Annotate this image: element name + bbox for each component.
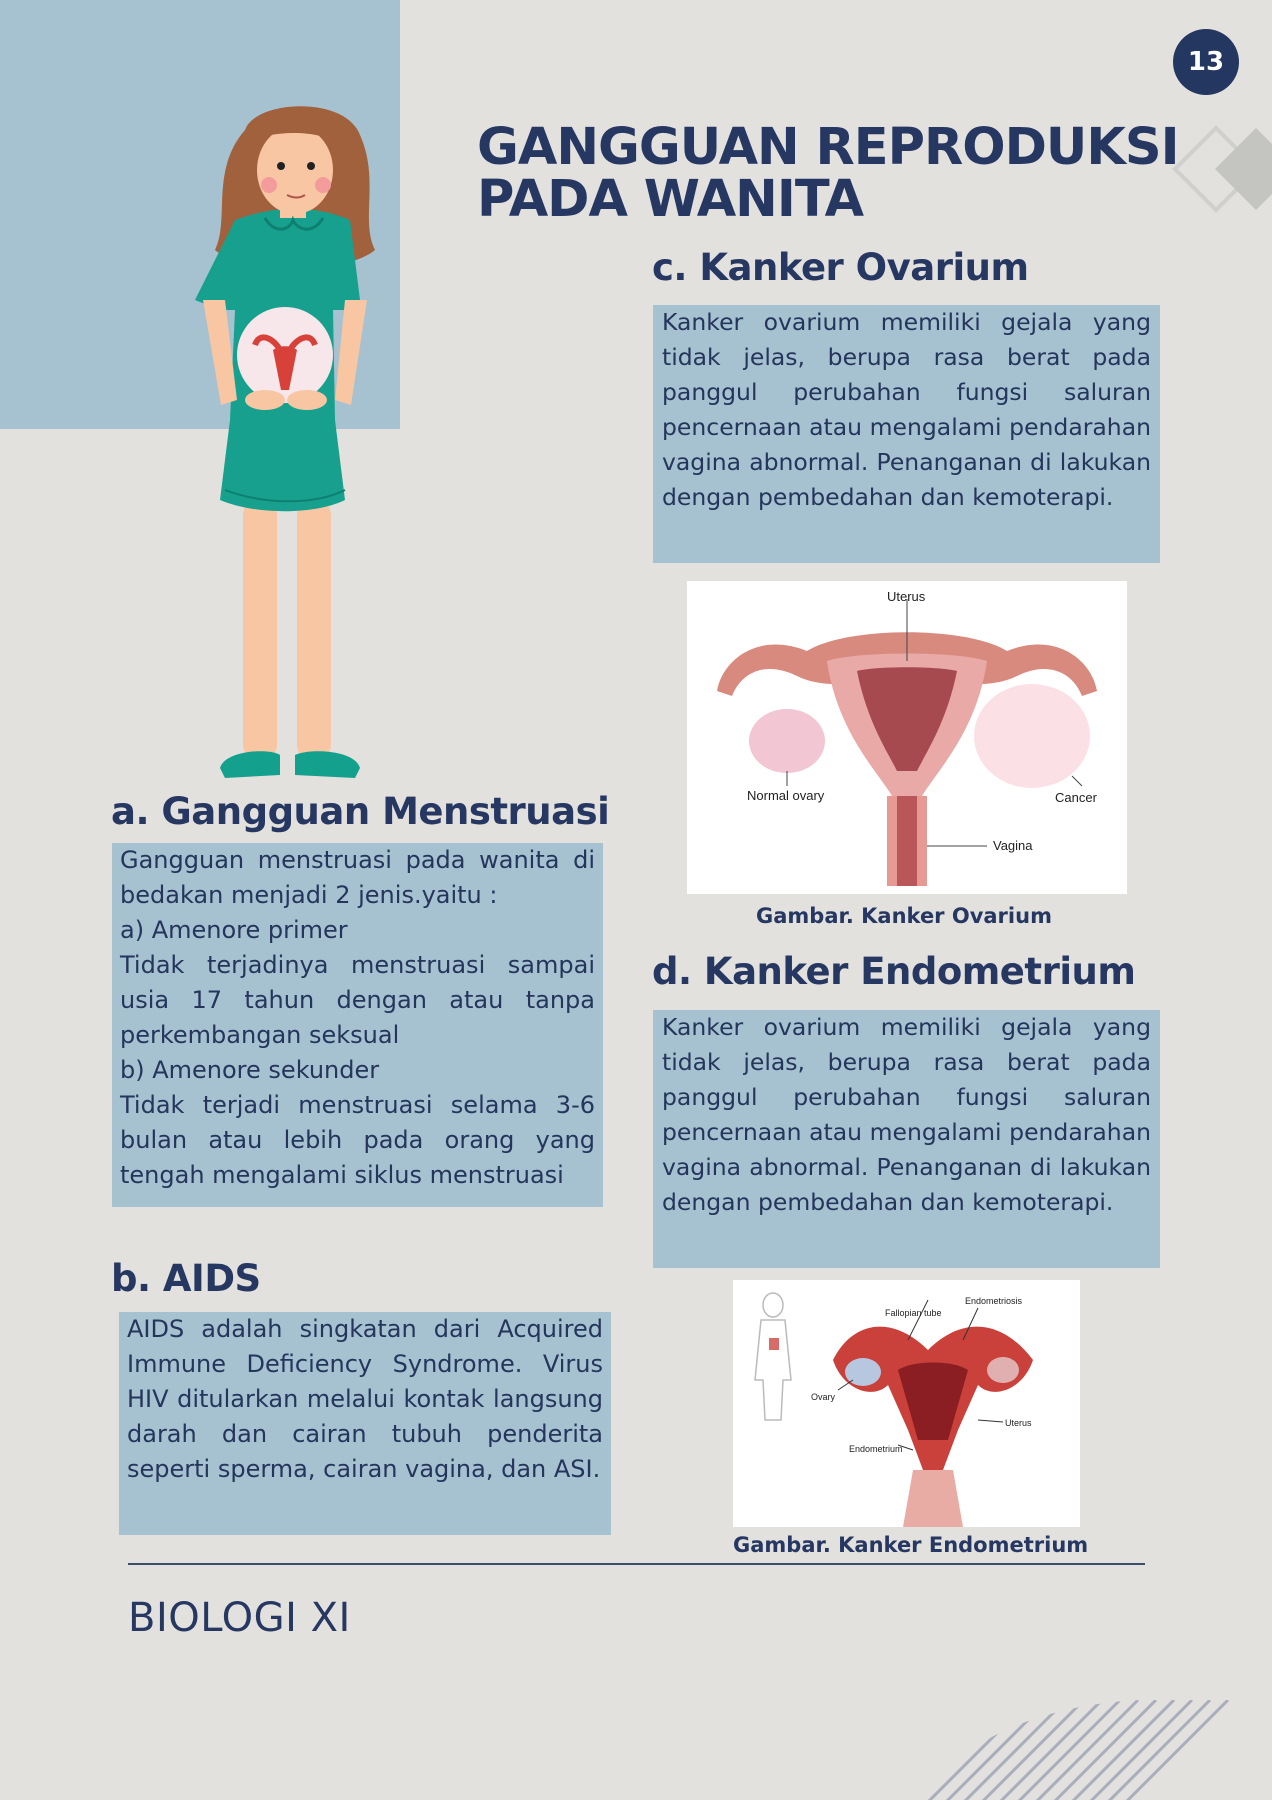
amenore-primer-text: Tidak terjadinya menstruasi sampai usia 17 tahun dengan atau tanpa perkembangan seksual xyxy=(120,951,595,1049)
label-fallopian-tube: Fallopian tube xyxy=(885,1308,942,1318)
title-line-2: PADA WANITA xyxy=(477,170,864,229)
title-line-1: GANGGUAN REPRODUKSI xyxy=(477,118,1179,177)
heading-gangguan-menstruasi: a. Gangguan Menstruasi xyxy=(111,790,610,833)
woman-illustration xyxy=(185,100,410,785)
footer-divider xyxy=(128,1563,1145,1565)
amenore-sekunder-label: b) Amenore sekunder xyxy=(120,1056,380,1084)
label-vagina: Vagina xyxy=(993,838,1033,853)
heading-aids: b. AIDS xyxy=(111,1257,261,1300)
kanker-endometrium-text: Kanker ovarium memiliki gejala yang tidak jelas, berupa rasa berat pada panggul perubahan fungsi saluran pencernaan atau mengalami pendarahan vagina abnormal. Penanganan di lakukan dengan pembedahan dan kemoterapi. xyxy=(662,1013,1151,1216)
heading-kanker-ovarium: c. Kanker Ovarium xyxy=(652,246,1029,289)
endometrial-cancer-diagram xyxy=(733,1280,1080,1527)
label-cancer: Cancer xyxy=(1055,790,1097,805)
label-endometriosis: Endometriosis xyxy=(965,1296,1023,1306)
label-normal-ovary: Normal ovary xyxy=(747,788,825,803)
kanker-ovarium-text: Kanker ovarium memiliki gejala yang tidak jelas, berupa rasa berat pada panggul perubahan fungsi saluran pencernaan atau mengalami pendarahan vagina abnormal. Penanganan di lakukan dengan pembedahan dan kemoterapi. xyxy=(662,308,1151,511)
text-box-gangguan-menstruasi xyxy=(112,843,603,1207)
text-box-aids xyxy=(119,1312,611,1535)
ovarian-cancer-diagram xyxy=(687,581,1127,894)
label-uterus: Uterus xyxy=(887,589,926,604)
text-box-kanker-ovarium xyxy=(653,305,1160,563)
diagonal-stripes-decoration xyxy=(920,1700,1230,1800)
caption-kanker-endometrium: Gambar. Kanker Endometrium xyxy=(733,1533,1089,1557)
menstruasi-intro: Gangguan menstruasi pada wanita di bedakan menjadi 2 jenis.yaitu : xyxy=(120,846,595,909)
heading-kanker-endometrium: d. Kanker Endometrium xyxy=(652,950,1136,993)
ovarian-cancer-image xyxy=(687,581,1127,894)
page-title xyxy=(477,118,1197,229)
amenore-sekunder-text: Tidak terjadi menstruasi selama 3-6 bulan atau lebih pada orang yang tengah mengalami siklus menstruasi xyxy=(120,1091,595,1189)
label-endometrium: Endometrium xyxy=(849,1444,903,1454)
caption-kanker-ovarium: Gambar. Kanker Ovarium xyxy=(756,904,1052,928)
footer-subject: BIOLOGI XI xyxy=(128,1595,351,1641)
amenore-primer-label: a) Amenore primer xyxy=(120,916,348,944)
endometrial-cancer-image xyxy=(733,1280,1080,1527)
label-ovary: Ovary xyxy=(811,1392,836,1402)
page-number-badge: 13 xyxy=(1173,29,1239,95)
text-box-kanker-endometrium xyxy=(653,1010,1160,1268)
label-uterus-d: Uterus xyxy=(1005,1418,1032,1428)
aids-text: AIDS adalah singkatan dari Acquired Immune Deficiency Syndrome. Virus HIV ditularkan melalui kontak langsung darah dan cairan tubuh penderita seperti sperma, cairan vagina, dan ASI. xyxy=(127,1315,603,1483)
